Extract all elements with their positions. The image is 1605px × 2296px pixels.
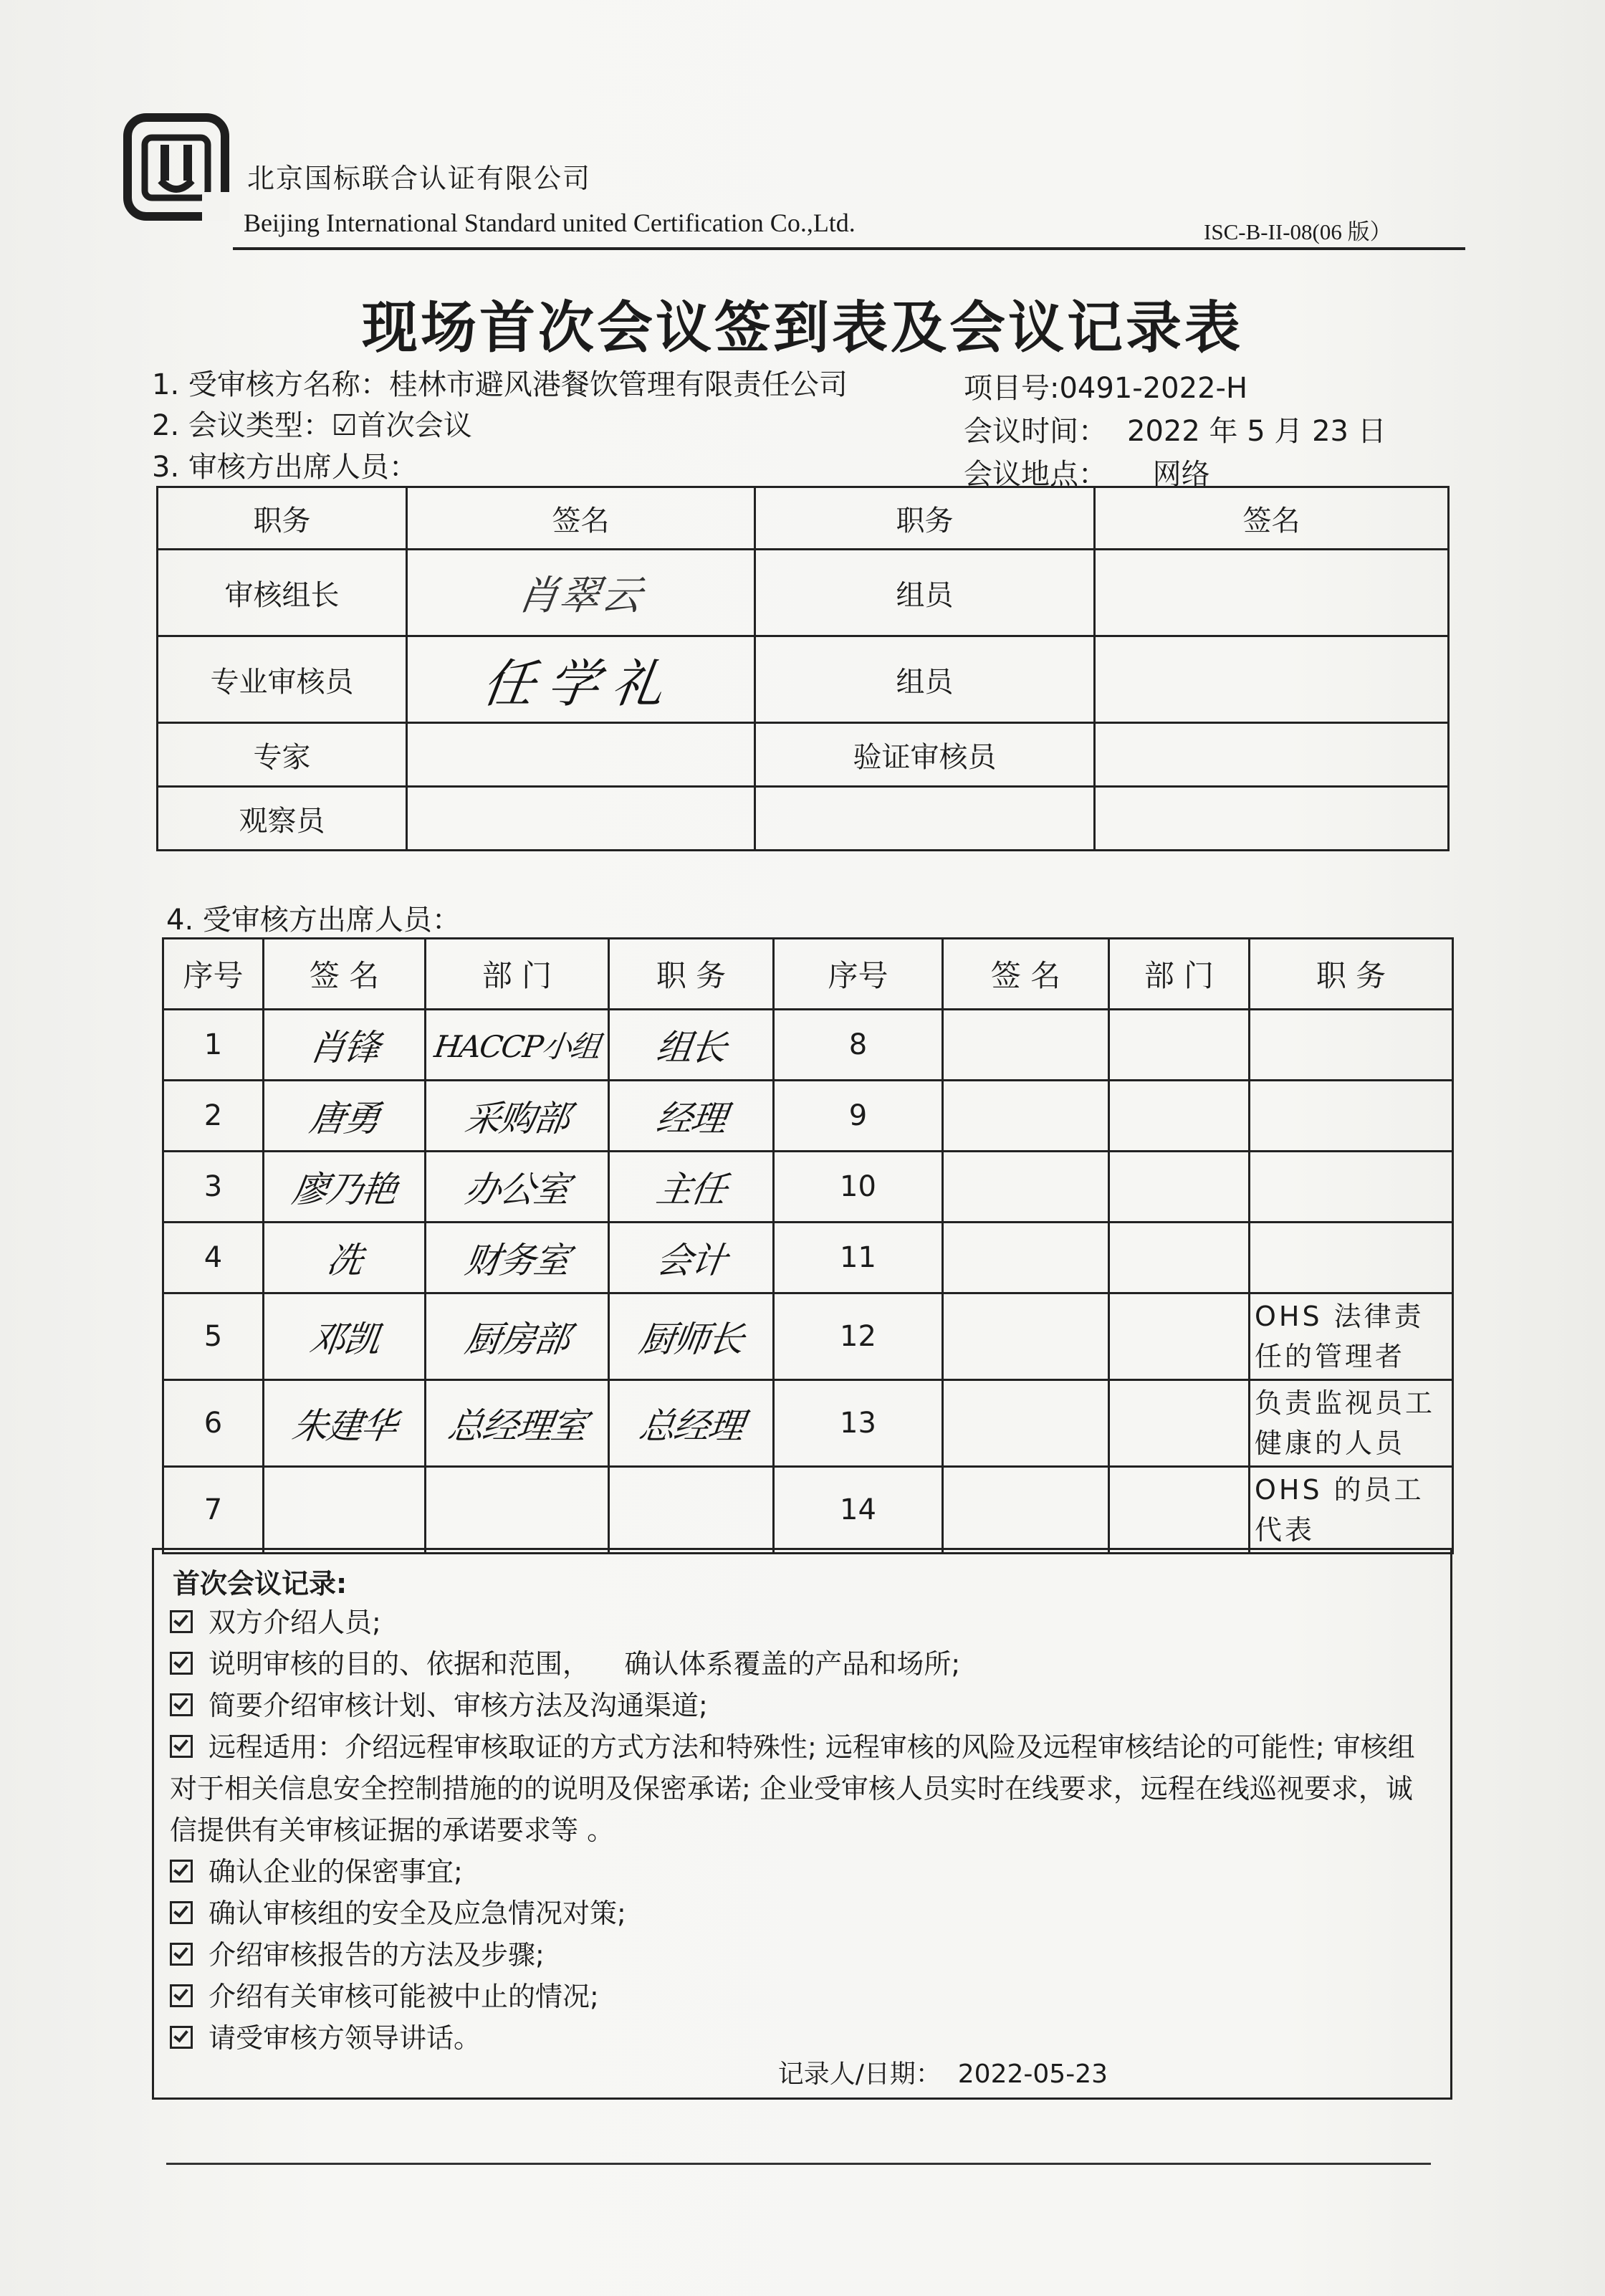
row-number: 5 (163, 1293, 264, 1380)
project-number-line (964, 365, 1247, 406)
checklist-item (170, 1643, 1438, 1685)
department-cell (426, 1010, 609, 1081)
meeting-place-value: 网络 (1152, 458, 1210, 491)
table-row (163, 1293, 1453, 1380)
handwritten-signature: 任学礼 (479, 654, 681, 714)
company-logo (123, 113, 229, 221)
department-cell (1109, 1223, 1250, 1293)
company-name-cn: 北京国标联合认证有限公司 (247, 163, 592, 194)
auditee-name-line: 1. 受审核方名称：桂林市避风港餐饮管理有限责任公司 (152, 368, 848, 401)
role-cell (755, 787, 1095, 851)
handwritten-signature: 邓凯 (306, 1319, 382, 1360)
handwritten-signature: 冼 (323, 1240, 365, 1281)
recorder-line (778, 2054, 1108, 2090)
checklist-item (170, 1934, 1438, 1976)
checklist-item-text: 双方介绍人员; (209, 1607, 381, 1638)
signature-cell (943, 1081, 1109, 1152)
signature-cell (943, 1010, 1109, 1081)
header-divider (233, 247, 1465, 250)
department-cell (1109, 1380, 1250, 1467)
table-header-row (163, 939, 1453, 1010)
handwritten-department: 厨房部 (461, 1319, 572, 1360)
title-cell (609, 1467, 774, 1554)
signature-cell (264, 1293, 426, 1380)
header-signature: 签 名 (264, 939, 426, 1010)
checklist-item-text: 介绍有关审核可能被中止的情况; (209, 1981, 599, 2012)
checked-checkbox-icon (170, 1943, 193, 1966)
checked-checkbox-icon (170, 1610, 193, 1633)
role-cell: 观察员 (158, 787, 407, 851)
checklist-item-text: 介绍审核报告的方法及步骤; (209, 1939, 545, 1971)
signature-cell (407, 550, 755, 636)
title-cell (609, 1293, 774, 1380)
department-cell (426, 1081, 609, 1152)
row-number: 11 (774, 1223, 943, 1293)
handwritten-title: 组长 (653, 1027, 729, 1068)
checklist-item (170, 1851, 1438, 1893)
meeting-time-value: 2022 年 5 月 23 日 (1127, 415, 1386, 448)
meeting-place-label: 会议地点： (964, 458, 1107, 491)
handwritten-department: 财务室 (461, 1240, 572, 1281)
handwritten-title: 经理 (653, 1098, 729, 1139)
header-role: 职务 (158, 487, 407, 550)
handwritten-signature: 唐勇 (306, 1098, 382, 1139)
role-cell: 组员 (755, 550, 1095, 636)
table-row (163, 1081, 1453, 1152)
department-cell (426, 1380, 609, 1467)
signature-cell (264, 1380, 426, 1467)
meeting-type-line: 2. 会议类型：☑首次会议 (152, 409, 472, 442)
table-row (163, 1010, 1453, 1081)
checklist-item (170, 2017, 1438, 2059)
signature-cell (943, 1223, 1109, 1293)
document-code: ISC-B-II-08(06 版） (1204, 219, 1392, 244)
header-signature: 签 名 (943, 939, 1109, 1010)
handwritten-title: 主任 (653, 1169, 729, 1210)
table-row (158, 636, 1449, 723)
header-no: 序号 (163, 939, 264, 1010)
checked-checkbox-icon (170, 1984, 193, 2007)
row-number: 8 (774, 1010, 943, 1081)
handwritten-department: 总经理室 (444, 1405, 589, 1447)
title-cell: 负责监视员工健康的人员 (1250, 1380, 1453, 1467)
header-department: 部 门 (1109, 939, 1250, 1010)
project-number-label: 项目号: (964, 372, 1060, 405)
checklist-item (170, 1726, 1438, 1851)
signature-cell (264, 1081, 426, 1152)
auditor-attendance-table (156, 486, 1450, 851)
handwritten-department: 采购部 (461, 1098, 572, 1139)
table-row (163, 1467, 1453, 1554)
signature-cell (264, 1010, 426, 1081)
row-number: 14 (774, 1467, 943, 1554)
handwritten-title: 会计 (653, 1240, 729, 1281)
title-cell (1250, 1223, 1453, 1293)
header-title: 职 务 (609, 939, 774, 1010)
title-cell (609, 1380, 774, 1467)
department-cell (426, 1467, 609, 1554)
signature-cell (1095, 636, 1449, 723)
checked-checkbox-icon (170, 2026, 193, 2049)
auditor-attendees-label: 3. 审核方出席人员： (152, 451, 418, 484)
checked-checkbox-icon (170, 1652, 193, 1675)
title-cell (1250, 1081, 1453, 1152)
role-cell: 审核组长 (158, 550, 407, 636)
checklist-item-text: 请受审核方领导讲话。 (209, 2022, 481, 2054)
title-cell (1250, 1152, 1453, 1223)
role-cell: 专家 (158, 723, 407, 787)
handwritten-title: 厨师长 (636, 1319, 746, 1360)
project-number-value: 0491-2022-H (1059, 372, 1248, 405)
meeting-time-line (964, 408, 1386, 449)
signature-cell (943, 1293, 1109, 1380)
checklist-item (170, 1893, 1438, 1934)
checklist-item-text: 确认审核组的安全及应急情况对策; (209, 1898, 626, 1929)
checklist-item-text: 确认企业的保密事宜; (209, 1856, 463, 1888)
table-row (163, 1223, 1453, 1293)
checklist-item (170, 1976, 1438, 2017)
row-number: 3 (163, 1152, 264, 1223)
checklist-item-text: 远程适用：介绍远程审核取证的方式方法和特殊性; 远程审核的风险及远程审核结论的可能性; 审核组对于相关信息安全控制措施的的说明及保密承诺; 企业受审核人员实时在线要求，远程在线巡视要求，诚信提供有关审核证据的承诺要求等 。 (170, 1731, 1415, 1846)
department-cell (1109, 1010, 1250, 1081)
department-cell (426, 1293, 609, 1380)
checked-checkbox-icon (170, 1901, 193, 1924)
header-role: 职务 (755, 487, 1095, 550)
title-cell: OHS 的员工代表 (1250, 1467, 1453, 1554)
signature-cell (943, 1380, 1109, 1467)
header-no: 序号 (774, 939, 943, 1010)
table-row (163, 1152, 1453, 1223)
meeting-records-box (152, 1548, 1452, 2100)
signature-cell (943, 1152, 1109, 1223)
table-row (158, 550, 1449, 636)
signature-cell (264, 1223, 426, 1293)
row-number: 4 (163, 1223, 264, 1293)
signature-cell (407, 636, 755, 723)
checklist-item-text: 说明审核的目的、依据和范围， 确认体系覆盖的产品和场所; (209, 1648, 961, 1680)
signature-cell (407, 723, 755, 787)
department-cell (426, 1152, 609, 1223)
recorder-date: 2022-05-23 (957, 2060, 1108, 2089)
department-cell (426, 1223, 609, 1293)
company-name-en: Beijing International Standard united Certification Co.,Ltd. (244, 209, 856, 237)
row-number: 6 (163, 1380, 264, 1467)
signature-cell (264, 1152, 426, 1223)
title-cell (609, 1081, 774, 1152)
title-cell (609, 1010, 774, 1081)
signature-cell (1095, 787, 1449, 851)
recorder-label: 记录人/日期： (777, 2060, 942, 2089)
role-cell: 验证审核员 (755, 723, 1095, 787)
handwritten-signature: 肖锋 (306, 1027, 382, 1068)
department-cell (1109, 1152, 1250, 1223)
auditee-attendees-label: 4. 受审核方出席人员： (166, 904, 461, 937)
row-number: 13 (774, 1380, 943, 1467)
records-checklist (170, 1602, 1438, 2059)
row-number: 2 (163, 1081, 264, 1152)
role-cell: 组员 (755, 636, 1095, 723)
table-row (158, 787, 1449, 851)
checked-checkbox-icon (170, 1693, 193, 1716)
header-department: 部 门 (426, 939, 609, 1010)
checklist-item (170, 1685, 1438, 1726)
signature-cell (407, 787, 755, 851)
meeting-time-label: 会议时间： (964, 415, 1107, 448)
row-number: 1 (163, 1010, 264, 1081)
table-header-row (158, 487, 1449, 550)
signature-cell (1095, 723, 1449, 787)
handwritten-title: 总经理 (636, 1405, 746, 1447)
handwritten-department: 办公室 (461, 1169, 572, 1210)
auditee-attendance-table (162, 937, 1454, 1554)
title-cell (609, 1152, 774, 1223)
table-row (163, 1380, 1453, 1467)
department-cell (1109, 1293, 1250, 1380)
row-number: 7 (163, 1467, 264, 1554)
checked-checkbox-icon (170, 1860, 193, 1883)
table-row (158, 723, 1449, 787)
row-number: 9 (774, 1081, 943, 1152)
department-cell (1109, 1467, 1250, 1554)
handwritten-signature: 廖乃艳 (289, 1169, 399, 1210)
department-cell (1109, 1081, 1250, 1152)
handwritten-department: HACCP小组 (431, 1029, 602, 1064)
handwritten-signature: 朱建华 (289, 1405, 399, 1447)
checklist-item (170, 1602, 1438, 1643)
header-signature: 签名 (407, 487, 755, 550)
records-title: 首次会议记录: (173, 1568, 348, 1599)
title-cell (1250, 1010, 1453, 1081)
row-number: 10 (774, 1152, 943, 1223)
title-cell: OHS 法律责任的管理者 (1250, 1293, 1453, 1380)
signature-cell (264, 1467, 426, 1554)
header-title: 职 务 (1250, 939, 1453, 1010)
checklist-item-text: 简要介绍审核计划、审核方法及沟通渠道; (209, 1690, 708, 1721)
role-cell: 专业审核员 (158, 636, 407, 723)
signature-cell (1095, 550, 1449, 636)
signature-cell (943, 1467, 1109, 1554)
checked-checkbox-icon (170, 1735, 193, 1758)
footer-divider (166, 2163, 1431, 2165)
handwritten-signature: 肖翠云 (514, 573, 646, 619)
header-signature: 签名 (1095, 487, 1449, 550)
row-number: 12 (774, 1293, 943, 1380)
document-title: 现场首次会议签到表及会议记录表 (361, 296, 1243, 360)
title-cell (609, 1223, 774, 1293)
